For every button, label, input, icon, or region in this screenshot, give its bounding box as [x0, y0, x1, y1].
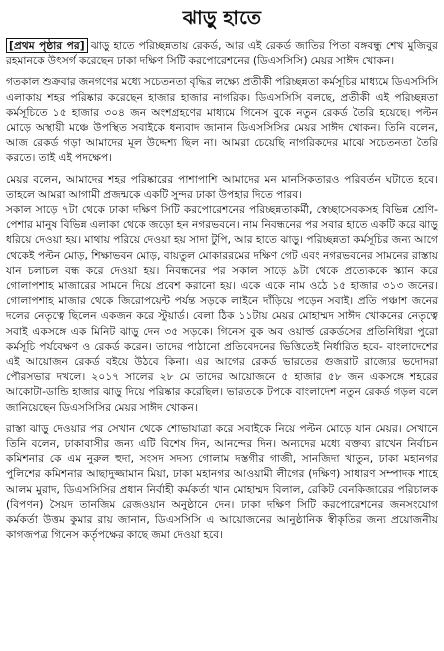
article-paragraph-3: মেয়র বলেন, আমাদের শহর পরিষ্কারের পাশাপাশি আমাদের মন মানসিকতারও পরিবর্তন ঘটাতে হবে। তাহলে আমরা আগামী প্রজন্মকে একটি সুন্দর ঢাকা উপহার দিতে পারব।: [6, 172, 438, 201]
article-paragraph-5: রাস্তা ঝাড়ু দেওয়ার পর সেখান থেকে শোভাযাত্রা করে সবাইকে নিয়ে পল্টন মোড়ে যান মেয়র। সেখানে তিনি বলেন, ঢাকাবাসীর জন্য এটি বিশেষ দিন, আনন্দের দিন। অন্যদের মধ্যে বক্তব্য রাখেন নির্বাচন কমিশনার কে এম নুরুল হুদা, সংসদ সদস্য গোলাম দস্তগীর গাজী, সানজিদা খাতুন, ঢাকা মহানগর পুলিশের কমিশনার আছাদুজ্জামান মিয়া, ঢাকা মহানগর আওয়ামী লীগের (দক্ষিণ) সাধারণ সম্পাদক শাহে আলম মুরাদ, ডিএসসিসির প্রধান নির্বাহী কর্মকর্তা খান মোহাম্মদ বিলাল, রেকিট বেনকিজারের পরিচালক (বিপণন) সৈয়দ তানজিম রেজওয়ান অনুষ্ঠানে দেন। ঢাকা দক্ষিণ সিটি করপোরেশনের জনসংযোগ কর্মকর্তা উত্তম কুমার রায় জানান, ডিএসসিসি এ আয়োজনের আনুষ্ঠানিক স্বীকৃতির জন্য প্রয়োজনীয় কাগজপত্র গিনেস কর্তৃপক্ষের কাছে জমা দেওয়া হবে।: [6, 421, 438, 542]
article-paragraph-4: সকাল সাড়ে ৭টা থেকে ঢাকা দক্ষিণ সিটি করপোরেশনের পরিচ্ছন্নতাকর্মী, স্বেচ্ছাসেবকসহ বিভিন্ন শ্রেণি-পেশার মানুষ বিভিন্ন এলাকা থেকে জড়ো হন নগরভবনে। নাম নিবন্ধনের পর সবার হাতে একটি করে ঝাড়ু ধরিয়ে দেওয়া হয়। মাথায় পরিয়ে দেওয়া হয় সাদা টুপি, আর হাতে ঝাড়ু। পরিচ্ছন্নতা কর্মসূচির জন্য আগে থেকেই পল্টন মোড়, শিক্ষাভবন মোড়, বায়তুল মোকাররমের দক্ষিণ গেট এবং নগরভবনের সামনের রাস্তায় যান চলাচল বন্ধ করে দেওয়া হয়। নিবন্ধনের পর সকাল সাড়ে ৯টা থেকে প্রত্যেককে স্ক্যান করে গোলাপশাহ মাজারের সামনে দিয়ে প্রবেশ করানো হয়। একে একে নাম ওঠে ১৫ হাজার ৩১৩ জনের। গোলাপশাহ মাজার থেকে জিরোপয়েন্ট পর্যন্ত সড়কে লাইনে দাঁড়িয়ে পড়েন সবাই। প্রতি পঞ্চাশ জনের দলের নেতৃত্বে ছিলেন একজন করে স্টুয়ার্ড। বেলা ঠিক ১১টায় মেয়র মোহাম্মদ সাঈদ খোকনের নেতৃত্বে সবাই একসঙ্গে এক মিনিট ঝাড়ু দেন ৩৫ সড়কে। গিনেস বুক অব ওয়ার্ল্ড রেকর্ডসের প্রতিনিধিরা পুরো কর্মসূচি পর্যবেক্ষণ ও রেকর্ড করেন। তাদের পাঠানো প্রতিবেদনের ভিত্তিতেই নির্ধারিত হবে- বাংলাদেশের এই আয়োজন রেকর্ড বইয়ে উঠবে কিনা। এর আগের রেকর্ড ভারতের গুজরাট রাজ্যের ভদোদরা পৌরসভার দখলে। ২০১৭ সালের ২৮ মে তাদের আয়োজনে ৫ হাজার ৫৮ জন একসঙ্গে শহরের আকোটা-ডান্ডি হাজার ঝাড়ু দিয়ে পরিষ্কার করেছিল। ভারতকে টপকে বাংলাদেশ নতুন রেকর্ড গড়ল বলে জানিয়েছেন ডিএসসিসির মেয়র সাঈদ খোকন।: [6, 203, 438, 414]
continuation-label: [প্রথম পৃষ্ঠার পর]: [6, 38, 88, 53]
article-body: [6, 38, 438, 543]
paragraph-1-text: ঝাড়ু হাতে পরিচ্ছন্নতায় রেকর্ড, আর এই রেকর্ড জাতির পিতা বঙ্গবন্ধু শেখ মুজিবুর রহমানকে উৎসর্গ করেছেন ঢাকা দক্ষিণ সিটি করপোরেশনের (ডিএসসিসি) মেয়র সাঈদ খোকন।: [6, 39, 439, 68]
article-paragraph-2: গতকাল শুক্রবার জনগণের মধ্যে সচেতনতা বৃদ্ধির লক্ষ্যে প্রতীকী পরিচ্ছন্নতা কর্মসূচির মাধ্যমে ডিএসসিসি এলাকায় শহর পরিষ্কার করেছেন হাজার হাজার নাগরিক। ডিএসসিসি বলছে, প্রতীকী এই পরিচ্ছন্নতা কর্মসূচিতে ১৫ হাজার ৩০৪ জন অংশগ্রহণের মাধ্যমে গিনেস বুকে নতুন রেকর্ড তৈরি হয়েছে। পল্টন মোড়ে অস্থায়ী মঞ্চে উপস্থিত সবাইকে ধন্যবাদ জানান ডিএসসিসির মেয়র সাঈদ খোকন। তিনি বলেন, আজ রেকর্ড গড়া আমাদের মূল উদ্দেশ্য ছিল না। আমরা চেয়েছি নাগরিকদের মাঝে সচেতনতা তৈরি করতে। তাই এই পদক্ষেপ।: [6, 75, 438, 165]
article-headline: ঝাড়ু হাতে: [182, 7, 262, 29]
article-paragraph-1: [6, 38, 438, 68]
